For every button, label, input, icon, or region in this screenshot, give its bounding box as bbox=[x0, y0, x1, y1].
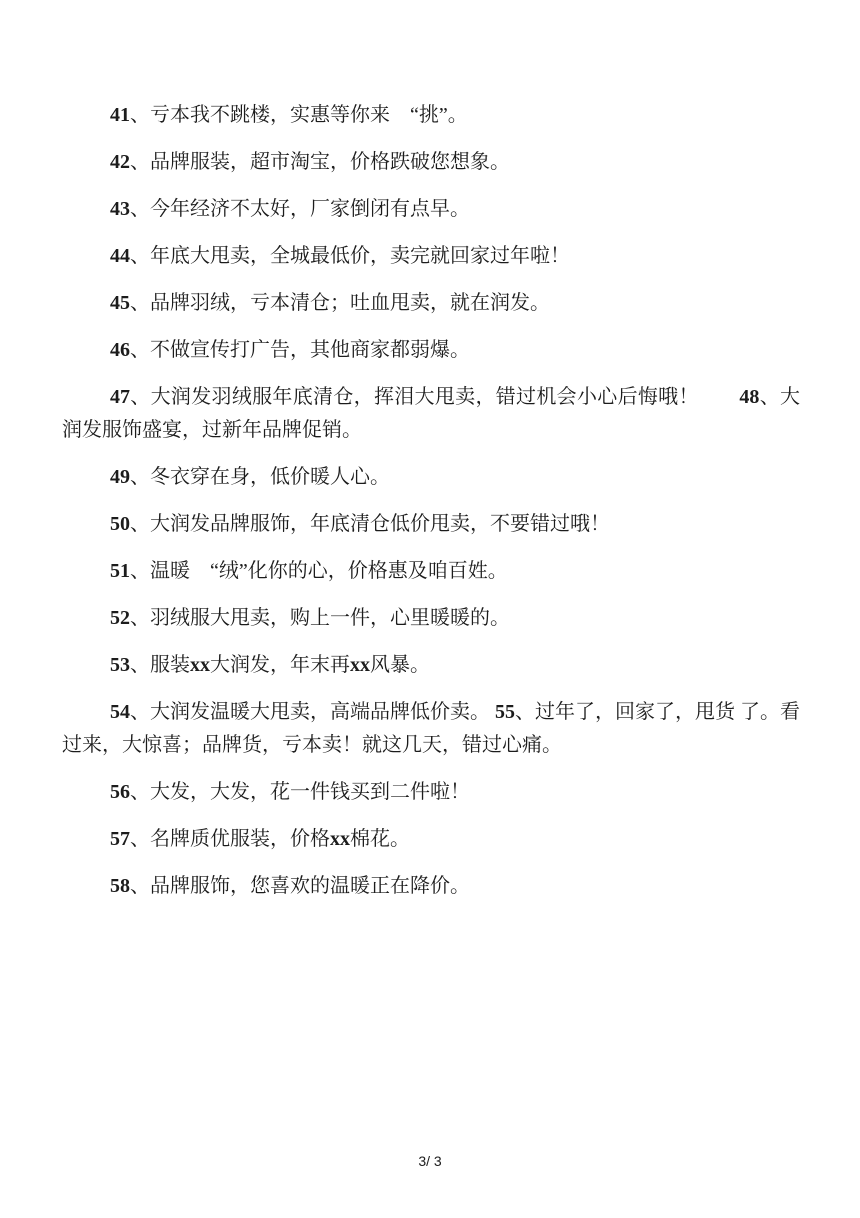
item-number: 45 bbox=[110, 292, 130, 314]
slogan-item-51 bbox=[62, 555, 800, 588]
item-text: 、不做宣传打广告，其他商家都弱爆。 bbox=[130, 339, 470, 361]
slogan-item-54-55 bbox=[62, 696, 800, 762]
item-text: 、年底大甩卖，全城最低价，卖完就回家过年啦！ bbox=[130, 245, 570, 267]
item-text: 、品牌羽绒，亏本清仓；吐血甩卖，就在润发。 bbox=[130, 292, 550, 314]
item-text: 大润发，年末再 bbox=[210, 654, 350, 676]
slogan-item-45 bbox=[62, 287, 800, 320]
item-text: 、大润发品牌服饰，年底清仓低价甩卖，不要错过哦！ bbox=[130, 513, 610, 535]
item-text: 、过年了，回家了，甩货 了。看过来，大惊喜；品牌货，亏本卖！就这几天，错过心痛。 bbox=[62, 701, 800, 756]
slogan-item-52 bbox=[62, 602, 800, 635]
item-text: 、亏本我不跳楼，实惠等你来 “挑”。 bbox=[130, 104, 468, 126]
item-number: 46 bbox=[110, 339, 130, 361]
item-number: 44 bbox=[110, 245, 130, 267]
item-text: 、名牌质优服装，价格 bbox=[130, 828, 330, 850]
item-number: 53 bbox=[110, 654, 130, 676]
slogan-item-57 bbox=[62, 823, 800, 856]
item-text: 、品牌服饰，您喜欢的温暖正在降价。 bbox=[130, 875, 470, 897]
slogan-item-53 bbox=[62, 649, 800, 682]
item-text-bold: xx bbox=[330, 828, 350, 850]
item-text-bold: xx bbox=[350, 654, 370, 676]
item-number: 50 bbox=[110, 513, 130, 535]
item-number: 43 bbox=[110, 198, 130, 220]
slogan-item-44 bbox=[62, 240, 800, 273]
item-number: 42 bbox=[110, 151, 130, 173]
slogan-item-41 bbox=[62, 99, 800, 132]
slogan-item-58 bbox=[62, 870, 800, 903]
slogan-item-50 bbox=[62, 508, 800, 541]
item-text: 风暴。 bbox=[370, 654, 430, 676]
item-text: 、大润发温暖大甩卖，高端品牌低价卖。 bbox=[130, 701, 495, 723]
slogan-item-43 bbox=[62, 193, 800, 226]
item-text: 、温暖 “绒”化你的心，价格惠及咱百姓。 bbox=[130, 560, 508, 582]
item-number: 49 bbox=[110, 466, 130, 488]
item-number: 56 bbox=[110, 781, 130, 803]
page-number: 3/ 3 bbox=[418, 1153, 442, 1169]
item-number: 51 bbox=[110, 560, 130, 582]
item-text: 、品牌服装，超市淘宝，价格跌破您想象。 bbox=[130, 151, 510, 173]
item-number: 58 bbox=[110, 875, 130, 897]
slogan-item-56 bbox=[62, 776, 800, 809]
item-text-bold: xx bbox=[190, 654, 210, 676]
item-text: 棉花。 bbox=[350, 828, 410, 850]
item-text: 、大发，大发，花一件钱买到二件啦！ bbox=[130, 781, 470, 803]
item-text: 、羽绒服大甩卖，购上一件，心里暖暖的。 bbox=[130, 607, 510, 629]
item-number: 54 bbox=[110, 701, 130, 723]
slogan-item-42 bbox=[62, 146, 800, 179]
slogan-item-47-48 bbox=[62, 381, 800, 447]
slogan-item-49 bbox=[62, 461, 800, 494]
item-number: 55 bbox=[495, 701, 515, 723]
item-text: 、今年经济不太好，厂家倒闭有点早。 bbox=[130, 198, 470, 220]
item-number: 52 bbox=[110, 607, 130, 629]
slogan-item-46 bbox=[62, 334, 800, 367]
item-number: 57 bbox=[110, 828, 130, 850]
item-number: 47 bbox=[110, 386, 130, 408]
item-text: 、大润发服饰盛宴，过新年品牌促销。 bbox=[62, 386, 801, 441]
item-text: 、服装 bbox=[130, 654, 190, 676]
item-text: 、冬衣穿在身，低价暖人心。 bbox=[130, 466, 390, 488]
item-text: 、大润发羽绒服年底清仓，挥泪大甩卖，错过机会小心后悔哦！ bbox=[130, 386, 740, 408]
item-number: 41 bbox=[110, 104, 130, 126]
item-number: 48 bbox=[739, 386, 760, 408]
